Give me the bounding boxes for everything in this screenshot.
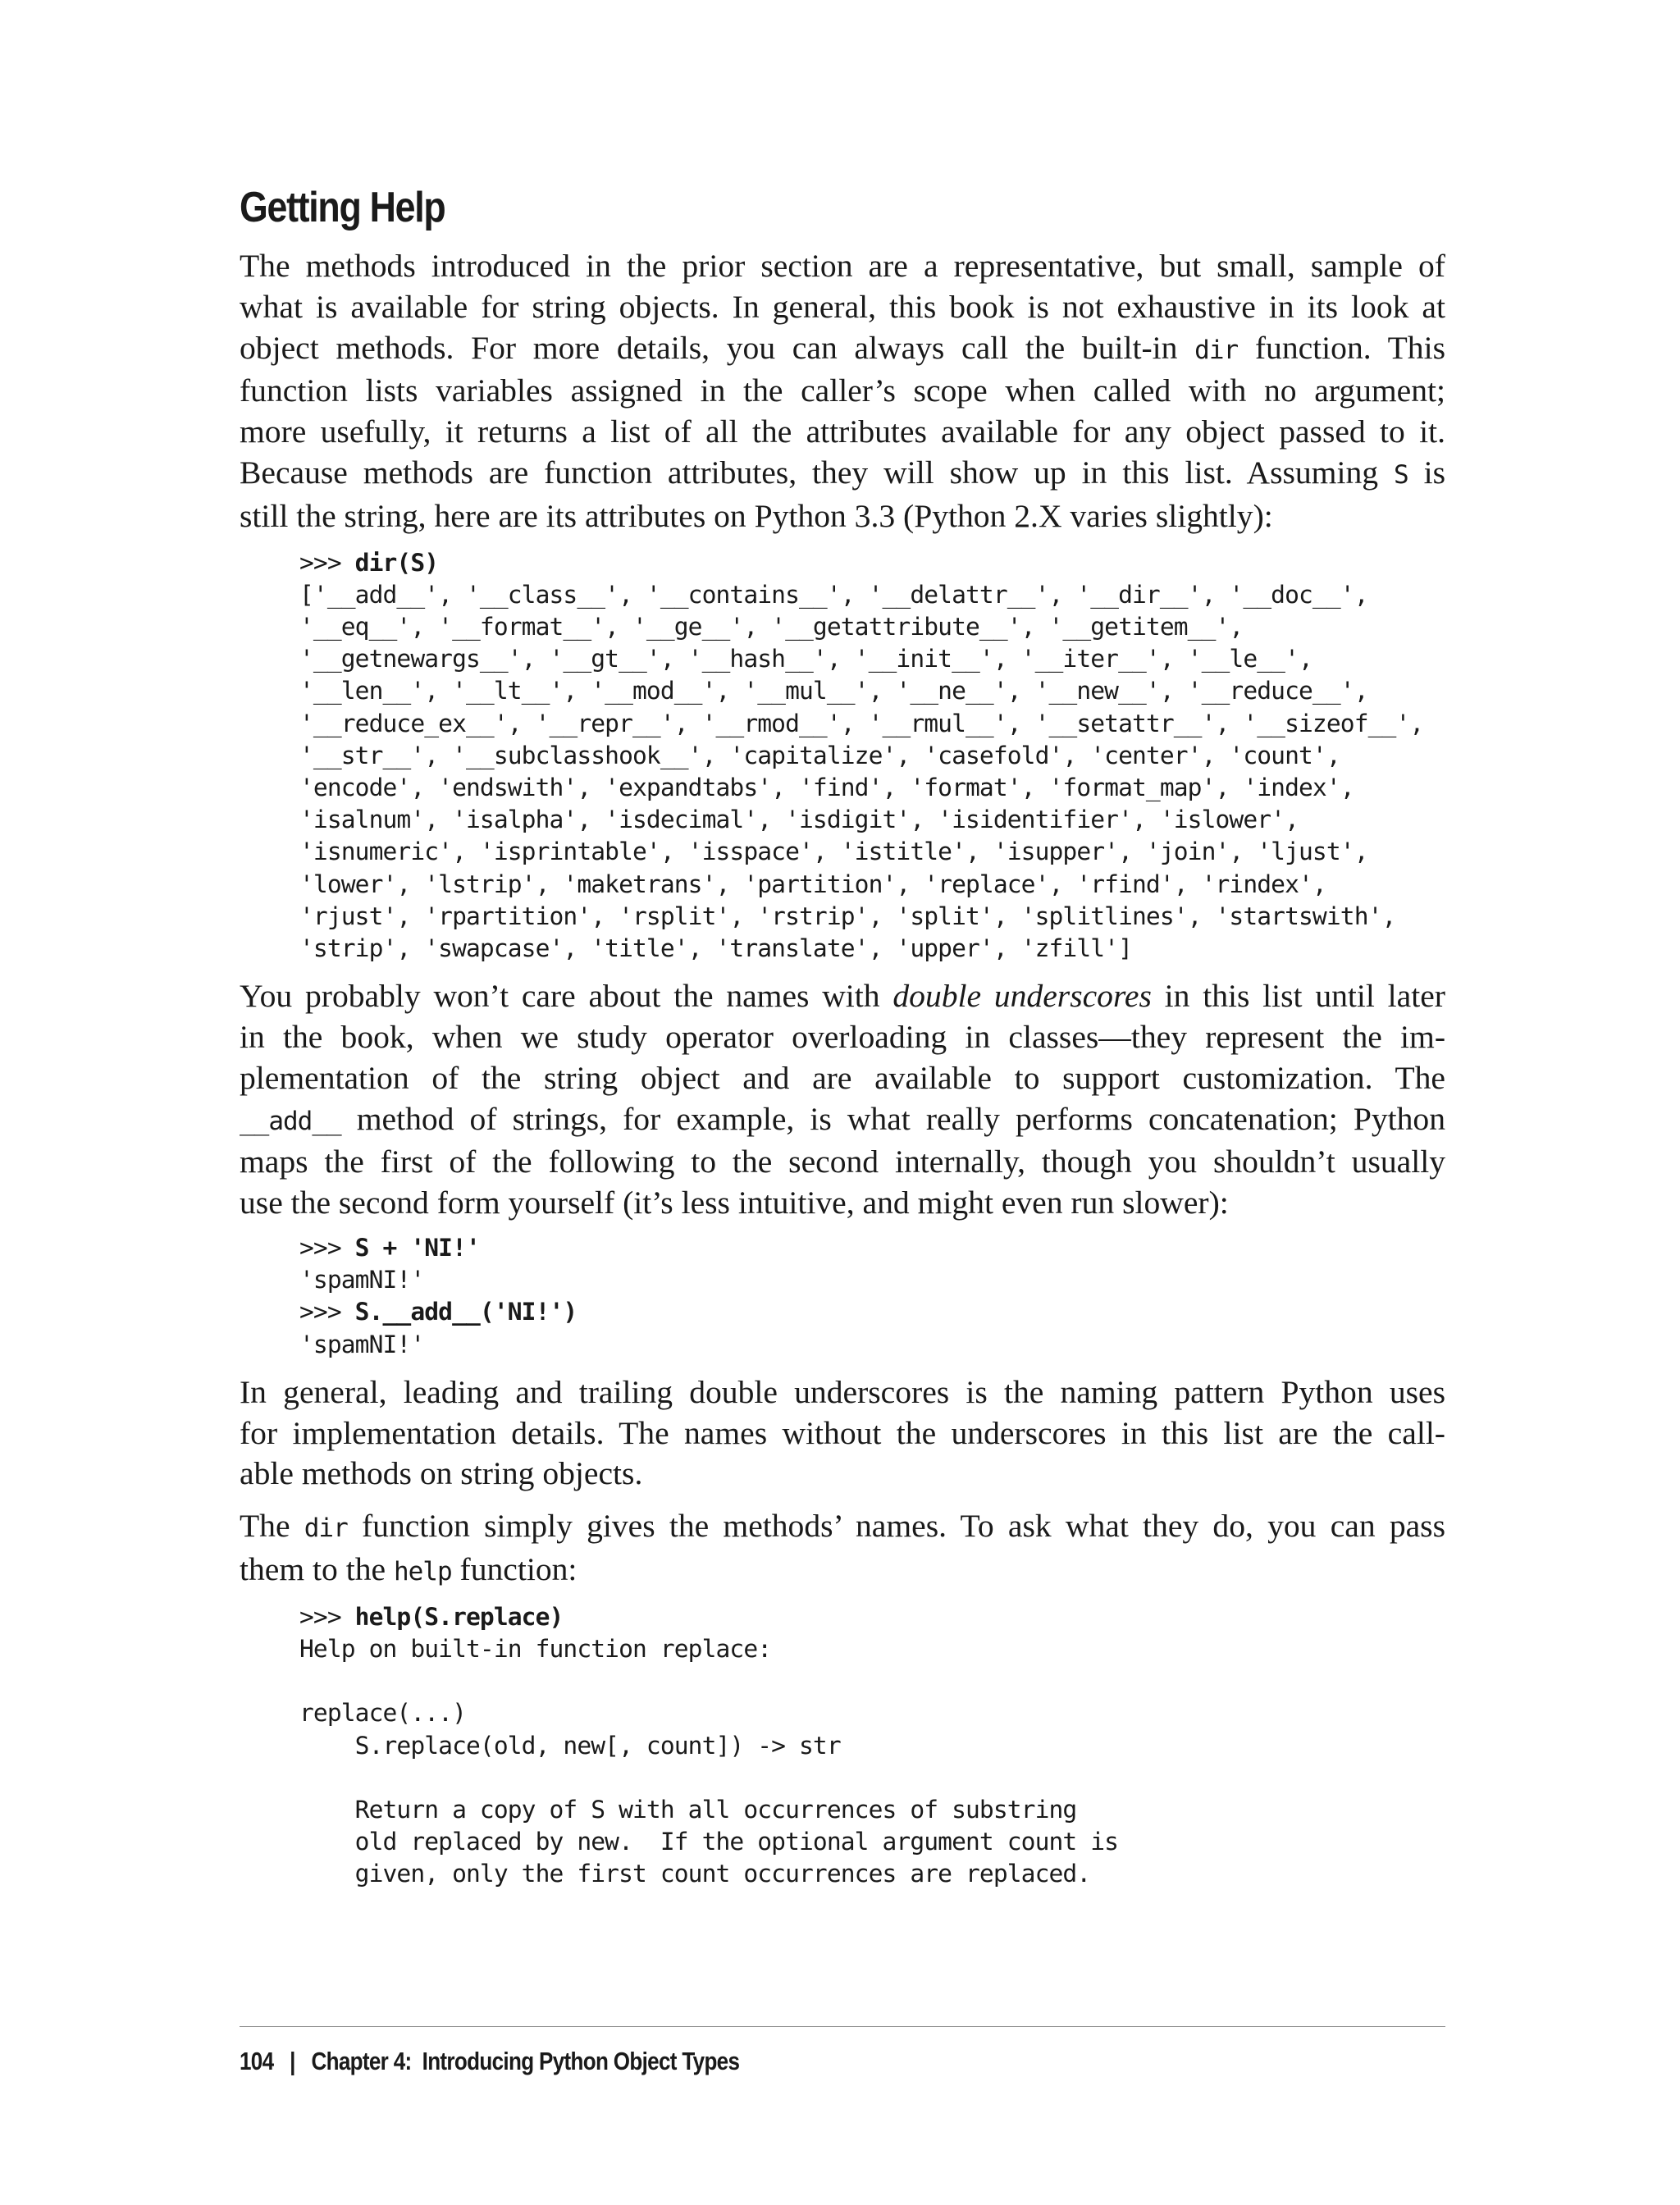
page-footer [240, 2026, 1445, 2076]
emphasis: double underscores [892, 978, 1152, 1015]
text-line: __add__ method of strings, for example, is what really performs concatenation; Python [240, 1100, 1445, 1137]
footer-rule [240, 2026, 1445, 2027]
inline-code: dir [304, 1513, 348, 1544]
paragraph-naming-pattern [240, 1372, 1445, 1495]
text-line: You probably won’t care about the names with double underscores in this list until later [240, 978, 1445, 1015]
code-output: ['__add__', '__class__', '__contains__', '__delattr__', '__dir__', '__doc__', '__eq__', '__format__', '__ge__', '__getattribute__', '__getitem__', '__getnewargs__', '__gt__', '__hash__', '__init__', '__iter__', '__le__', '__len__', '__lt__', '__mod__', '__mul__', '__ne__', '__new__', '__reduce__', '__reduce_ex__', '__repr__', '__rmod__', '__rmul__', '__setattr__', '__sizeof__', '__str__', '__subclasshook__', 'capitalize', 'casefold', 'center', 'count', 'encode', 'endswith', 'expandtabs', 'find', 'format', 'format_map', 'index', 'isalnum', 'isalpha', 'isdecimal', 'isdigit', 'isidentifier', 'islower', 'isnumeric', 'isprintable', 'isspace', 'istitle', 'isupper', 'join', 'ljust', 'lower', 'lstrip', 'maketrans', 'partition', 'replace', 'rfind', 'rindex', 'rjust', 'rpartition', 'rsplit', 'rstrip', 'split', 'splitlines', 'startswith', 'strip', 'swapcase', 'title', 'translate', 'upper', 'zfill'] [299, 580, 1424, 963]
text-line: for implementation details. The names without the underscores in this list are the call- [240, 1414, 1445, 1451]
inline-code: help [393, 1557, 452, 1586]
code-command: S + 'NI!' [354, 1234, 480, 1262]
footer-separator: | [290, 2047, 295, 2075]
code-prompt: >>> [299, 548, 355, 577]
inline-code: __add__ [240, 1106, 341, 1136]
text-line: them to the help function: [240, 1551, 578, 1587]
code-output: Help on built-in function replace: replace(...) S.replace(old, new[, count]) -> str Return a copy of S with all occurrences of substring old replaced by new. If the optional argument count is given, only the first count occurrences are replaced. [299, 1635, 1119, 1888]
page-number: 104 [240, 2047, 274, 2075]
section-heading: Getting Help [240, 184, 445, 231]
text-line: what is available for string objects. In general, this book is not exhaustive in its look at [240, 288, 1445, 325]
text-line: object methods. For more details, you can always call the built-in dir function. This [240, 329, 1445, 366]
text-line: function lists variables assigned in the caller’s scope when called with no argument; [240, 372, 1445, 409]
code-output: 'spamNI!' [299, 1266, 425, 1294]
text-line: maps the first of the following to the second internally, though you shouldn’t usually [240, 1144, 1445, 1180]
footer-text [240, 2047, 1253, 2076]
text-line: in the book, when we study operator overloading in classes—they represent the im- [240, 1019, 1445, 1056]
code-block-dir [240, 547, 1445, 966]
code-command: help(S.replace) [354, 1602, 564, 1631]
code-prompt: >>> [299, 1298, 355, 1326]
code-output: 'spamNI!' [299, 1330, 425, 1358]
paragraph-intro [240, 246, 1445, 537]
text-line: still the string, here are its attributes on Python 3.3 (Python 2.X varies slightly): [240, 497, 1273, 534]
inline-code: dir [1194, 335, 1239, 365]
paragraph-help-function [240, 1506, 1445, 1593]
text-line: In general, leading and trailing double underscores is the naming pattern Python uses [240, 1373, 1445, 1410]
code-command: dir(S) [354, 548, 439, 577]
code-prompt: >>> [299, 1602, 355, 1631]
text-line: plementation of the string object and are available to support customization. The [240, 1059, 1445, 1096]
text-line: able methods on string objects. [240, 1455, 643, 1492]
text-line: The dir function simply gives the methods’ names. To ask what they do, you can pass [240, 1508, 1445, 1545]
code-command: S.__add__('NI!') [354, 1298, 578, 1326]
text-line: The methods introduced in the prior section are a representative, but small, sample of [240, 248, 1445, 284]
code-prompt: >>> [299, 1234, 355, 1262]
text-line: Because methods are function attributes, they will show up in this list. Assuming S is [240, 454, 1445, 491]
text-line: more usefully, it returns a list of all the attributes available for any object passed to it. [240, 413, 1445, 450]
code-block-help [240, 1601, 1445, 1891]
page-content [240, 180, 1445, 1891]
code-block-add [240, 1232, 1445, 1361]
text-line: use the second form yourself (it’s less intuitive, and might even run slower): [240, 1185, 1229, 1221]
chapter-title: Chapter 4: Introducing Python Object Types [311, 2047, 740, 2075]
inline-code: S [1393, 459, 1408, 490]
paragraph-double-underscores [240, 976, 1445, 1224]
